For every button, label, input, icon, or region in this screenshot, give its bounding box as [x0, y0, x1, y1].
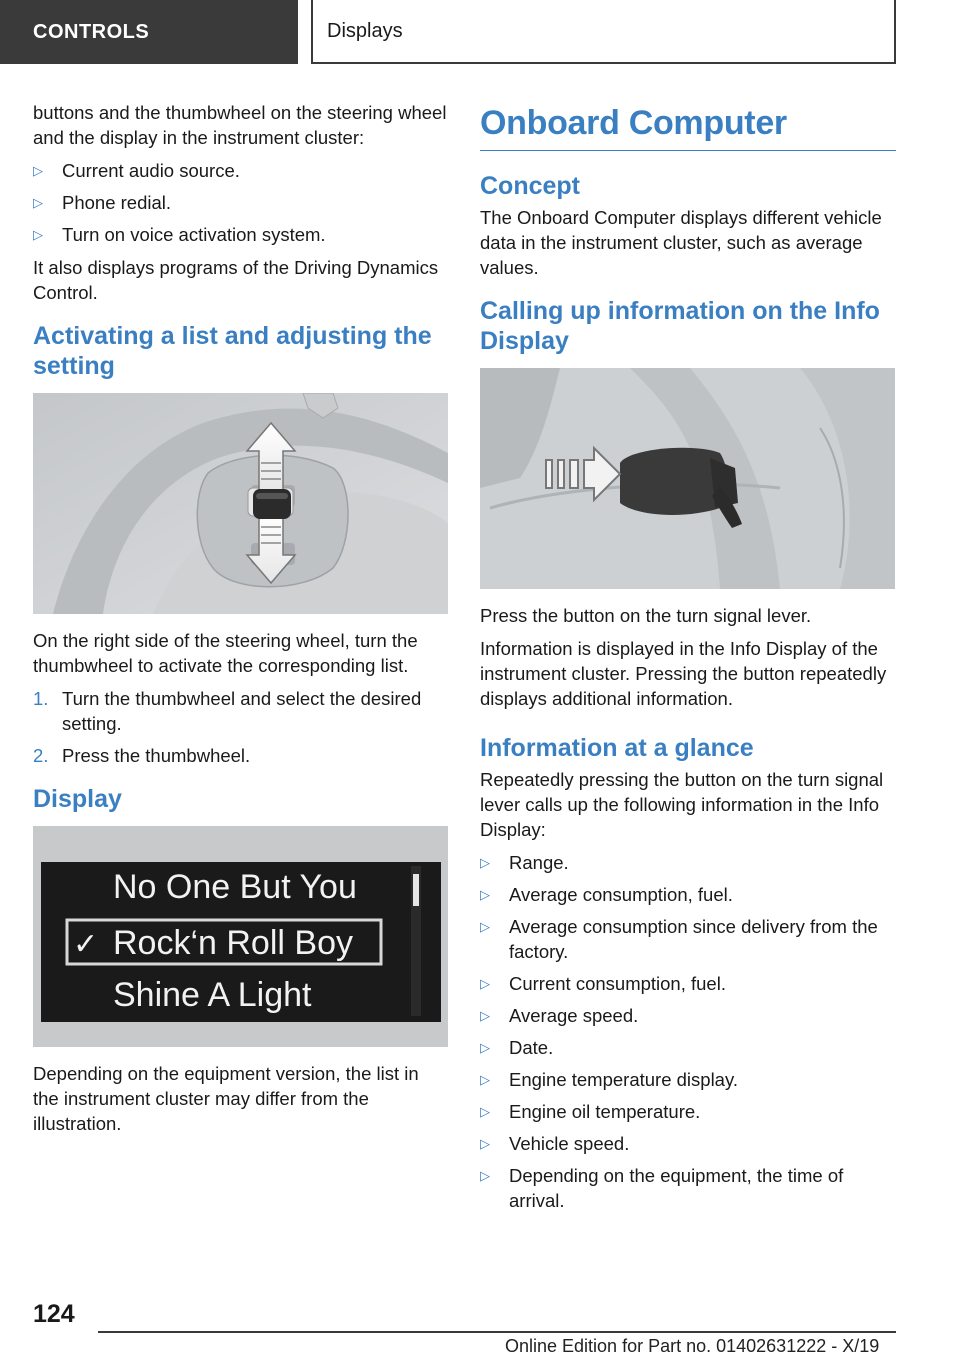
steering-wheel-thumbwheel-illustration [33, 393, 448, 614]
heading-display: Display [33, 785, 122, 813]
step-number: 2. [33, 745, 49, 766]
bullet-triangle-icon: ▷ [480, 1008, 490, 1023]
instrument-display-illustration [33, 826, 448, 1047]
list-item: ▷ Turn on voice activation system. [33, 224, 326, 245]
bullet-triangle-icon: ▷ [33, 195, 43, 210]
heading-activating-list: Activating a list and adjusting the setting [33, 322, 432, 380]
display-item-1: No One But You [113, 868, 357, 906]
press-text: Press the button on the turn signal lever. [480, 605, 812, 626]
list-item: ▷ Average consumption since delivery from the factory. [480, 916, 878, 962]
bullet-triangle-icon: ▷ [33, 227, 43, 242]
list-item: ▷ Current audio source. [33, 160, 240, 181]
step-item [33, 743, 448, 768]
list-item: ▷ Depending on the equipment, the time of arrival. [480, 1165, 844, 1211]
bullet-triangle-icon: ▷ [480, 1040, 490, 1055]
list-item: ▷ Phone redial. [33, 192, 172, 213]
steering-wheel-figure [33, 393, 448, 614]
display-item-3: Shine A Light [113, 976, 312, 1014]
step-text: Turn the thumbwheel and select the desired setting. [62, 688, 422, 734]
info-text: Information is displayed in the Info Display of the instrument cluster. Pressing the button repeatedly displays additional information. [480, 638, 887, 709]
section-label: CONTROLS [33, 20, 150, 43]
bullet-triangle-icon: ▷ [480, 1168, 490, 1183]
note-text: It also displays programs of the Driving Dynamics Control. [33, 257, 439, 303]
bullet-triangle-icon: ▷ [480, 919, 490, 934]
step-item [33, 686, 448, 736]
list-item: ▷ Average speed. [480, 1005, 639, 1026]
bullet-triangle-icon: ▷ [33, 163, 43, 178]
footer-divider [98, 1331, 896, 1333]
check-icon: ✓ [73, 927, 99, 962]
glance-bullet-list [480, 850, 896, 1213]
list-caption: On the right side of the steering wheel, turn the thumbwheel to activate the corresponding list. [33, 630, 418, 676]
bullet-triangle-icon: ▷ [480, 887, 490, 902]
display-caption: Depending on the equipment version, the list in the instrument cluster may differ from the illustration. [33, 1063, 419, 1134]
heading-concept: Concept [480, 172, 580, 200]
concept-text: The Onboard Computer displays different vehicle data in the instrument cluster, such as average values. [480, 207, 882, 278]
bullet-triangle-icon: ▷ [480, 1072, 490, 1087]
display-figure [33, 826, 448, 1047]
right-column [480, 102, 896, 1221]
heading-at-a-glance: Information at a glance [480, 734, 754, 762]
turn-signal-lever-illustration [480, 368, 895, 589]
heading-calling-up: Calling up information on the Info Display [480, 297, 880, 355]
edition-text: Online Edition for Part no. 01402631222 - X/19 [505, 1336, 880, 1356]
page-title: Onboard Computer [480, 102, 896, 151]
display-item-2: Rock‘n Roll Boy [113, 924, 353, 962]
bullet-triangle-icon: ▷ [480, 976, 490, 991]
list-item: ▷ Engine temperature display. [480, 1069, 738, 1090]
steps-list [33, 686, 448, 768]
list-item: ▷ Average consumption, fuel. [480, 884, 733, 905]
list-item: ▷ Date. [480, 1037, 554, 1058]
bullet-triangle-icon: ▷ [480, 855, 490, 870]
turn-signal-figure [480, 368, 895, 589]
chapter-label: Displays [327, 19, 403, 42]
glance-text: Repeatedly pressing the button on the turn signal lever calls up the following information in the Info Display: [480, 769, 884, 840]
left-column [33, 100, 448, 1144]
step-text: Press the thumbwheel. [62, 745, 251, 766]
list-item: ▷ Range. [480, 852, 569, 873]
section-tab [0, 0, 298, 64]
step-number: 1. [33, 688, 49, 709]
intro-text: buttons and the thumbwheel on the steering wheel and the display in the instrument cluster: [33, 102, 447, 148]
chapter-tab [311, 0, 896, 64]
list-item: ▷ Vehicle speed. [480, 1133, 630, 1154]
bullet-triangle-icon: ▷ [480, 1136, 490, 1151]
list-item: ▷ Current consumption, fuel. [480, 973, 726, 994]
list-item: ▷ Engine oil temperature. [480, 1101, 701, 1122]
bullet-triangle-icon: ▷ [480, 1104, 490, 1119]
page-number: 124 [33, 1300, 75, 1328]
intro-bullet-list [33, 158, 448, 247]
